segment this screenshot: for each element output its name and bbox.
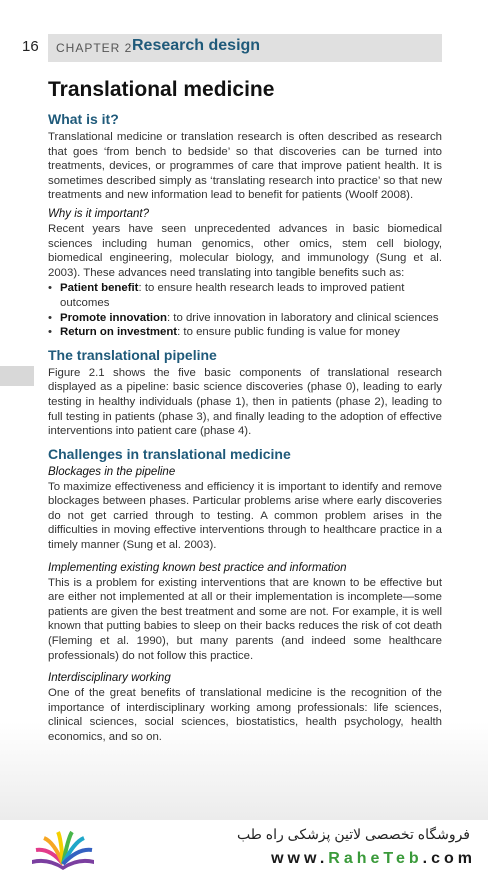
url-brand: RaheTeb (328, 850, 423, 867)
url-suffix: .com (422, 850, 476, 867)
paragraph-implementing: This is a problem for existing interventions that are known to be effective but are either not implemented at all or their implementation is incomplete—some patients are given the best treatment and some are not. For example, it is well known that putting babies to sleep on their backs reduces the risk of cot death (Fleming et al. 1990), but many parents (and indeed some healthcare professionals) do not follow this practice. (48, 576, 442, 662)
subheading-why: Why is it important? (48, 207, 149, 220)
store-url[interactable] (271, 850, 476, 868)
bullet-text: : to ensure public funding is value for money (177, 326, 400, 339)
url-prefix: www. (271, 850, 329, 867)
paragraph-pipeline: Figure 2.1 shows the five basic components of translational research displayed as a pipeline: basic science discoveries (phase 0), leading to early testing in healthy individuals (phase 1), then in patients (phase 2), leading to full testing in patients (phase 3), and finally leading to the adoption of effective interventions into patient care (phase 4). (48, 366, 442, 438)
bullet-icon: • (48, 282, 52, 295)
chapter-label: CHAPTER 2 (56, 41, 133, 55)
page-title: Translational medicine (48, 78, 275, 101)
page-number: 16 (22, 38, 39, 55)
chapter-header (48, 34, 442, 62)
chapter-title: Research design (132, 37, 261, 54)
bullet-text: : to drive innovation in laboratory and clinical sciences (166, 311, 439, 324)
open-book-logo-icon (28, 830, 98, 874)
bullet-term: Promote innovation (60, 311, 167, 324)
bullet-text: : to ensure health research leads to improved patient outcomes (60, 282, 405, 309)
paragraph-blockages: To maximize effectiveness and efficiency it is important to identify and remove blockages between phases. Particular problems arise where early discoveries do not get carried through to testing. A common problem arises in the difficulties in moving effective interventions through to healthcare practice in a timely manner (Sung et al. 2003). (48, 480, 442, 552)
section-heading-pipeline: The translational pipeline (48, 346, 217, 363)
paragraph-what: Translational medicine or translation research is often described as research that goes ‘from bench to bedside’ so that discoveries can be turned into treatments, devices, or programmes of care that improve patient health. It is sometimes described simply as ‘translating research into practice’ so that new treatments and new information lead to benefit for patients (Woolf 2008). (48, 131, 442, 202)
bullet-term: Return on investment (60, 326, 178, 339)
subheading-implementing: Implementing existing known best practice and information (48, 561, 347, 574)
paragraph-why: Recent years have seen unprecedented advances in basic biomedical sciences including human genomics, other omics, stem cell biology, biomedical engineering, molecular biology, and immunology (Sung et al. 2003). These advances need translating into tangible benefits such as: (48, 222, 442, 279)
subheading-interdisciplinary: Interdisciplinary working (48, 672, 171, 685)
bullet-icon: • (48, 311, 52, 324)
side-tab-marker (0, 366, 34, 386)
bullet-icon: • (48, 326, 52, 339)
store-footer (0, 820, 488, 878)
subheading-blockages: Blockages in the pipeline (48, 465, 176, 478)
paragraph-interdisciplinary: One of the great benefits of translational medicine is the recognition of the importance of interdisciplinary working among professionals: life sciences, clinical sciences, social sciences, biostatistics, health psychology, health economics, and so on. (48, 687, 442, 743)
list-item (48, 325, 442, 340)
benefits-list (48, 281, 442, 339)
page-content (48, 76, 442, 745)
section-heading-what: What is it? (48, 111, 119, 127)
store-name: فروشگاه تخصصی لاتین پزشکی راه طب (237, 826, 470, 842)
section-heading-challenges: Challenges in translational medicine (48, 445, 291, 462)
list-item (48, 281, 442, 310)
bullet-term: Patient benefit (60, 282, 139, 295)
list-item (48, 311, 442, 326)
